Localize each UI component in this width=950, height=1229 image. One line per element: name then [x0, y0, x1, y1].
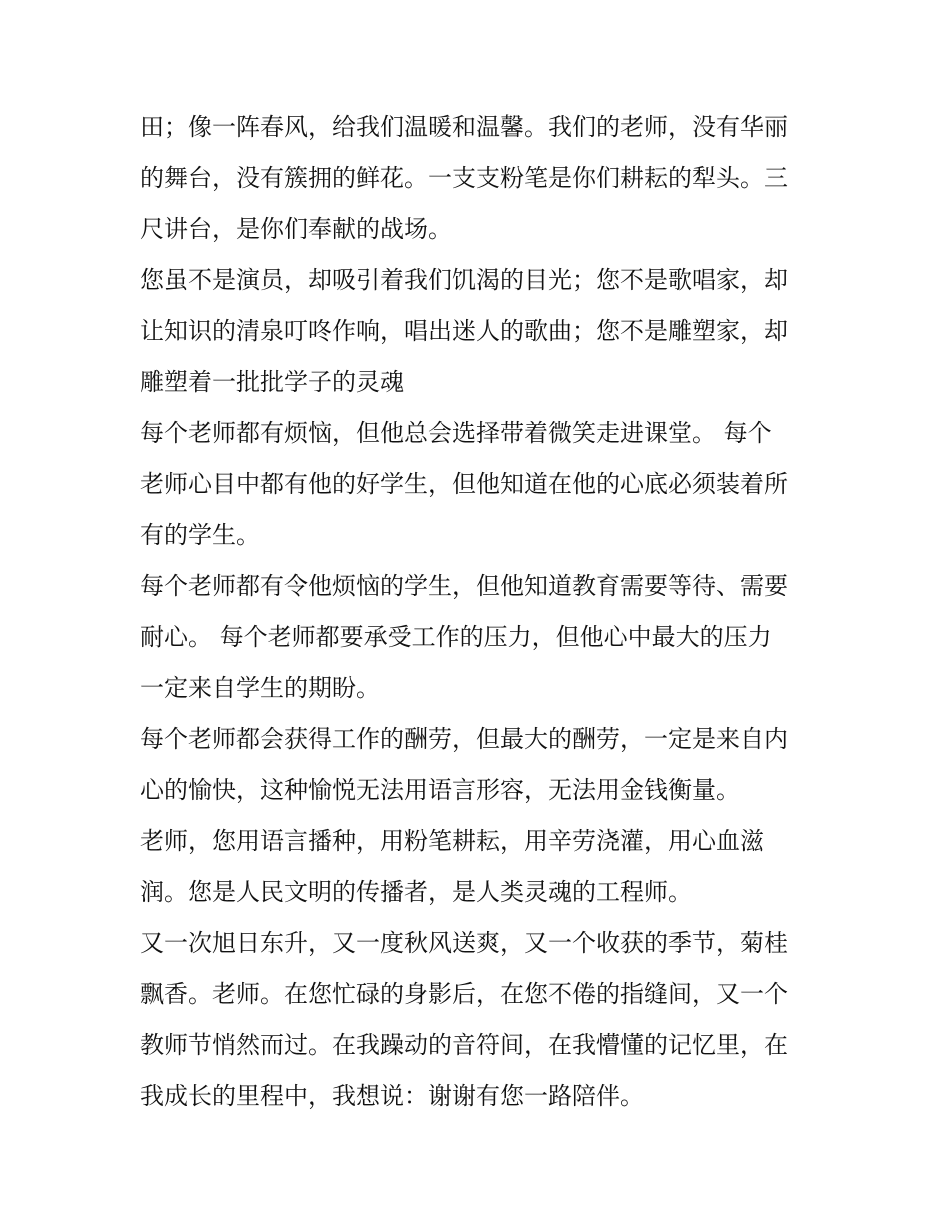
- text-line: 教师节悄然而过。在我躁动的音符间，在我懵懂的记忆里，在: [140, 1031, 788, 1059]
- text-line: 又一次旭日东升，又一度秋风送爽，又一个收获的季节，菊桂: [140, 929, 788, 957]
- document-body: [140, 102, 820, 1122]
- text-line: 尺讲台，是你们奉献的战场。: [140, 215, 452, 243]
- paragraph-1: [140, 102, 820, 255]
- paragraph-2: [140, 255, 820, 408]
- text-line: 有的学生。: [140, 521, 260, 549]
- text-line: 让知识的清泉叮咚作响，唱出迷人的歌曲；您不是雕塑家，却: [140, 317, 788, 345]
- text-line: 老师，您用语言播种，用粉笔耕耘，用辛劳浇灌，用心血滋: [140, 827, 764, 855]
- paragraph-3: [140, 408, 820, 561]
- text-line: 一定来自学生的期盼。: [140, 674, 380, 702]
- text-line: 每个老师都有令他烦恼的学生，但他知道教育需要等待、需要: [140, 572, 788, 600]
- text-line: 老师心目中都有他的好学生，但他知道在他的心底必须装着所: [140, 470, 788, 498]
- text-line: 您虽不是演员，却吸引着我们饥渴的目光；您不是歌唱家，却: [140, 266, 788, 294]
- text-line: 心的愉快，这种愉悦无法用语言形容，无法用金钱衡量。: [140, 776, 740, 804]
- paragraph-5: [140, 714, 820, 816]
- text-line: 耐心。 每个老师都要承受工作的压力，但他心中最大的压力: [140, 623, 772, 651]
- text-line: 每个老师都有烦恼，但他总会选择带着微笑走进课堂。 每个: [140, 419, 772, 447]
- text-line: 飘香。老师。在您忙碌的身影后，在您不倦的指缝间，又一个: [140, 980, 788, 1008]
- text-line: 田；像一阵春风，给我们温暖和温馨。我们的老师，没有华丽: [140, 113, 788, 141]
- text-line: 每个老师都会获得工作的酬劳，但最大的酬劳，一定是来自内: [140, 725, 788, 753]
- paragraph-4: [140, 561, 820, 714]
- text-line: 雕塑着一批批学子的灵魂: [140, 368, 404, 396]
- paragraph-7: [140, 918, 820, 1122]
- text-line: 润。您是人民文明的传播者，是人类灵魂的工程师。: [140, 878, 692, 906]
- text-line: 的舞台，没有簇拥的鲜花。一支支粉笔是你们耕耘的犁头。三: [140, 164, 788, 192]
- paragraph-6: [140, 816, 820, 918]
- text-line: 我成长的里程中，我想说：谢谢有您一路陪伴。: [140, 1082, 644, 1110]
